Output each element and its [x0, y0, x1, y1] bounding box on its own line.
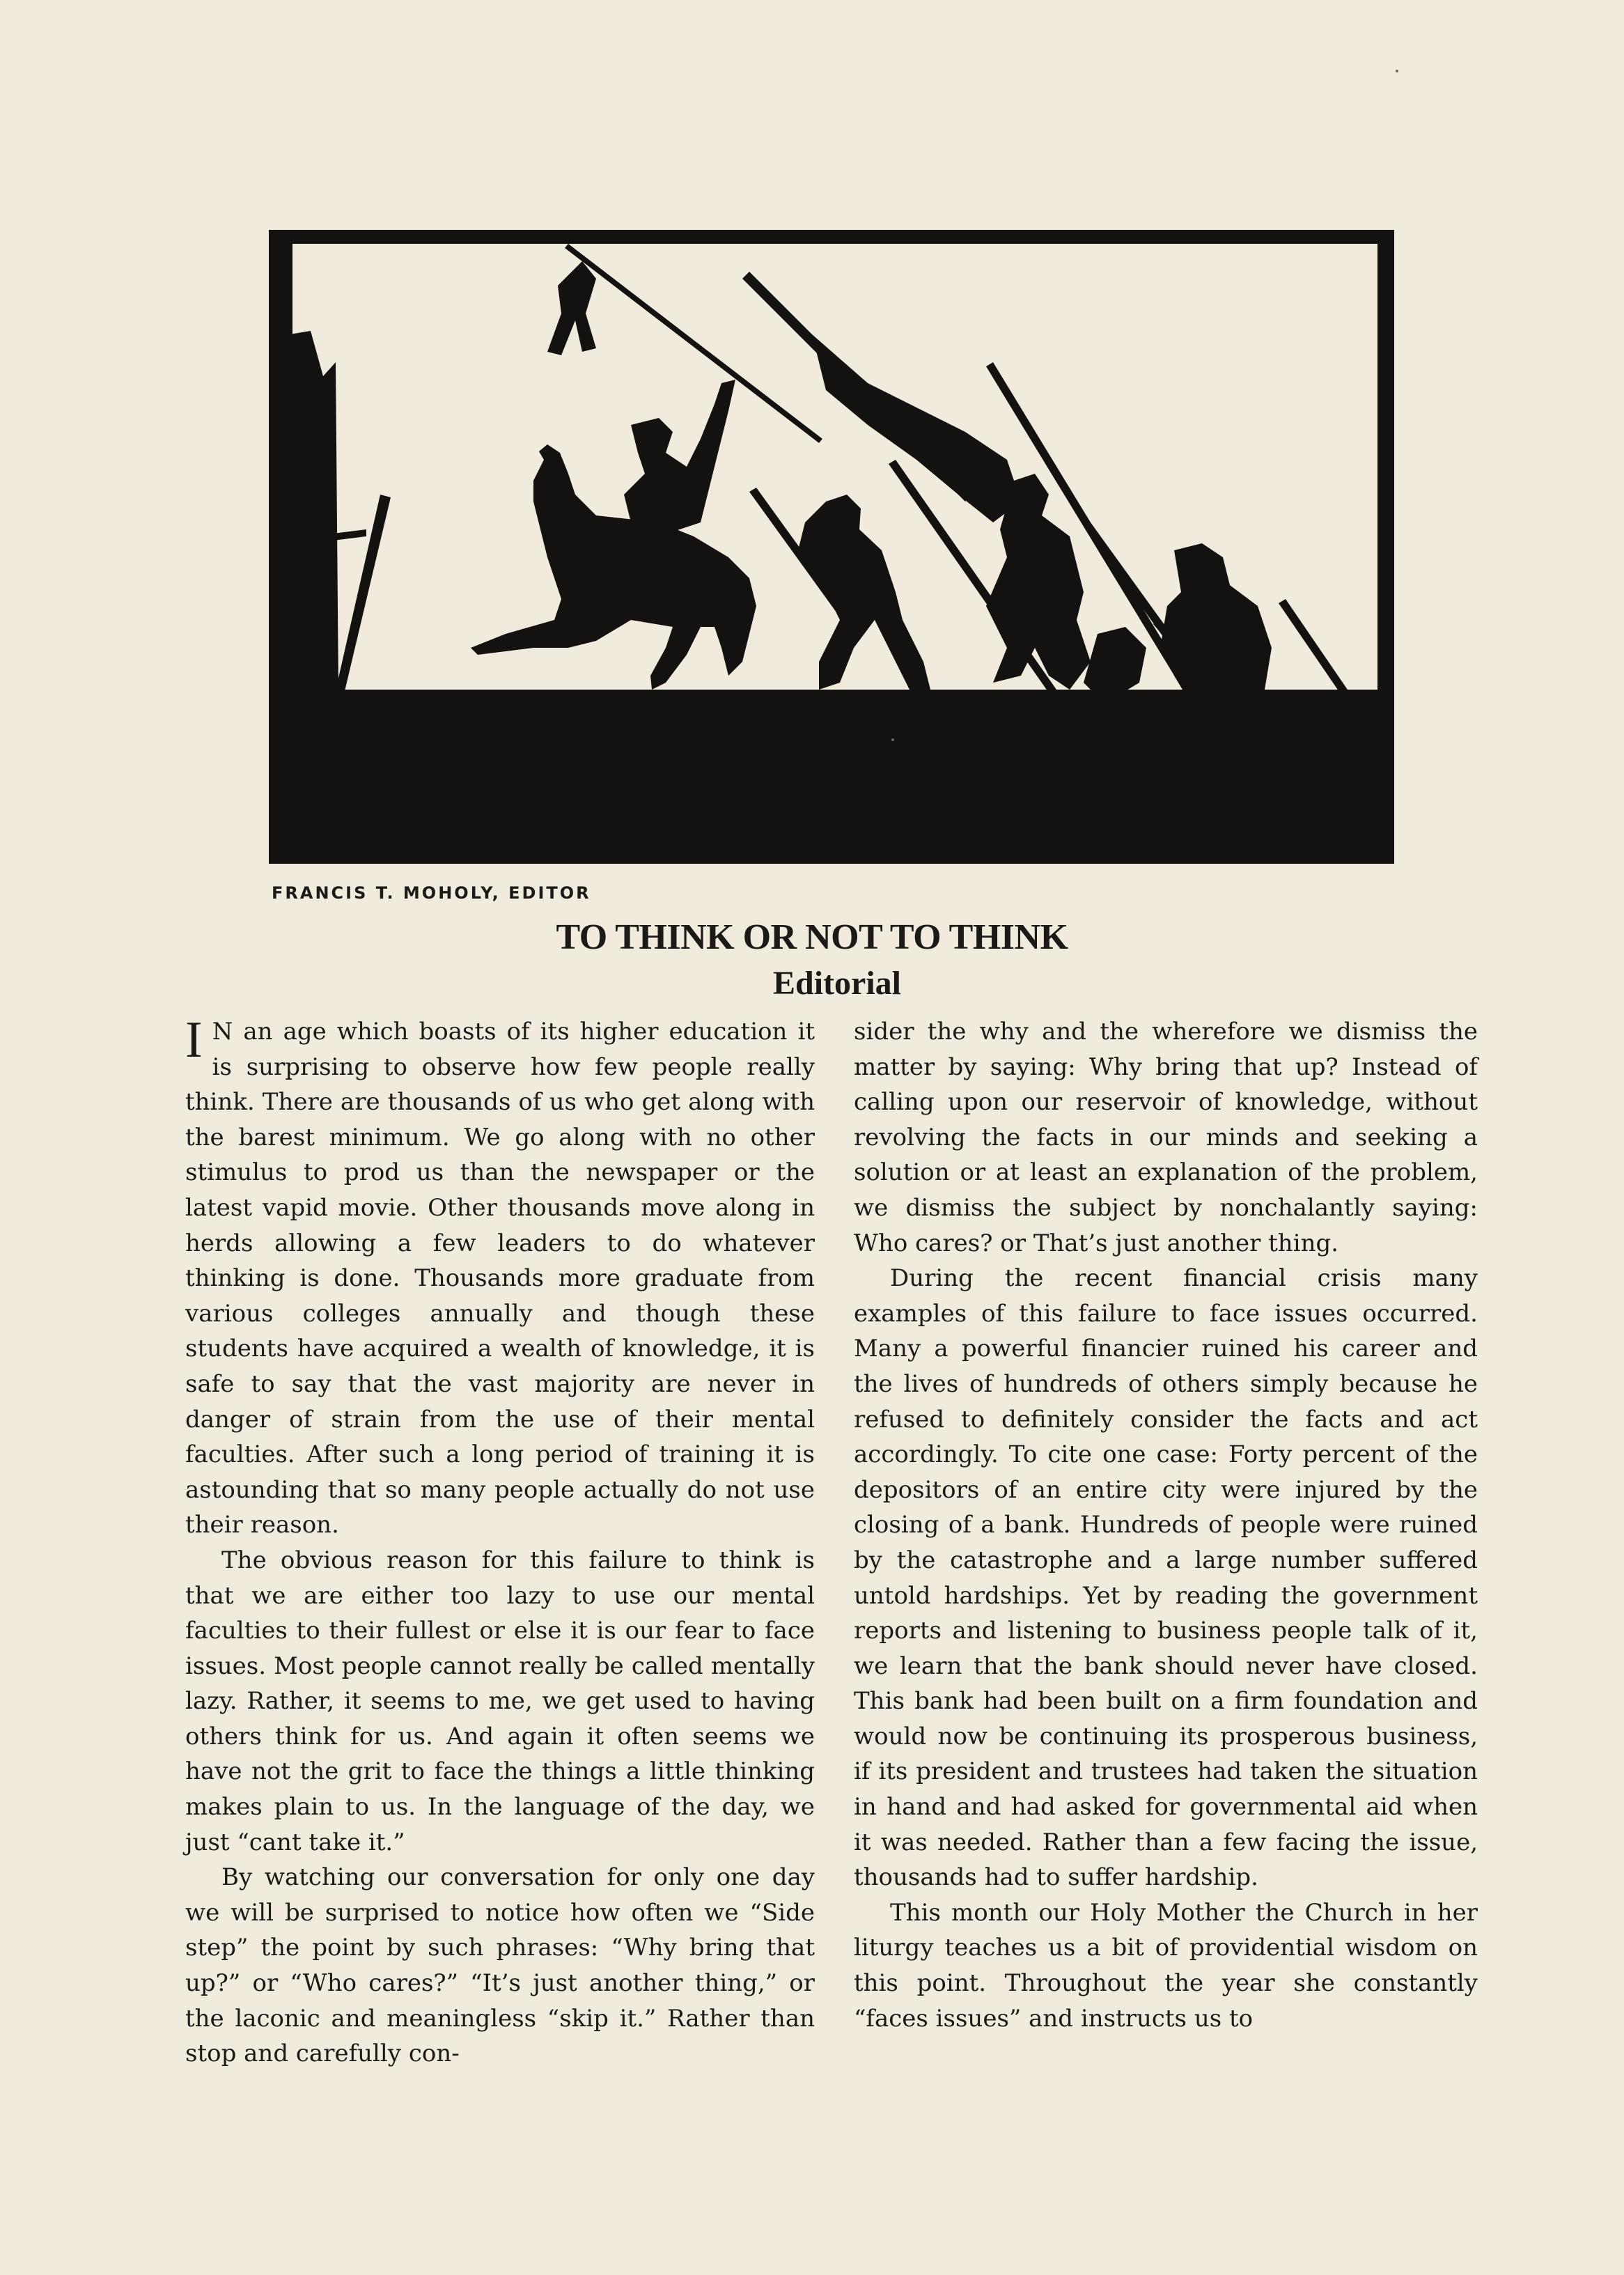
paragraph — [185, 1011, 815, 1543]
drop-cap: I — [185, 1011, 203, 1069]
paragraph: The obvious reason for this failure to think is that we are either too lazy to use our mental faculties to their fullest or else it is our fear to face issues. Most people cannot really be called mentally lazy. Rather, it seems to me, we get used to having others think for us. And again it often seems we have not the grit to face the things a little thinking makes plain to us. In the language of the day, we just “cant take it.” — [185, 1546, 815, 1856]
left-column — [185, 1011, 815, 2072]
article-title: TO THINK OR NOT TO THINK — [556, 917, 1068, 957]
silhouette-illustration — [269, 230, 1394, 864]
article-kicker: Editorial — [772, 965, 901, 1002]
paper-speck — [891, 738, 894, 741]
paragraph: This month our Holy Mother the Church in her liturgy teaches us a bit of providential wisdom on this point. Throughout the year she constantly “faces issues” and instructs us to — [854, 1898, 1478, 2033]
paragraph: During the recent financial crisis many examples of this failure to face issues occurred. Many a powerful financier ruined his career and the lives of hundreds of others simply because he refused to definitely consider the facts and act accordingly. To cite one case: Forty percent of the depositors of an entire city were injured by the closing of a bank. Hundreds of people were ruined by the catastrophe and a large number suffered untold hardships. Yet by reading the government reports and listening to business people talk of it, we learn that the bank should never have closed. This bank had been built on a firm foundation and would now be continuing its prosperous business, if its president and trustees had taken the situation in hand and had asked for governmental aid when it was needed. Rather than a few facing the issue, thousands had to suffer hardship. — [854, 1264, 1478, 1892]
paragraph: By watching our conversation for only one day we will be surprised to notice how often we “Side step” the point by such phrases: “Why bring that up?” or “Who cares?” “It’s just another thing,” or the laconic and meaningless “skip it.” Rather than stop and carefully con- — [185, 1863, 815, 2068]
editor-credit: FRANCIS T. MOHOLY, EDITOR — [272, 883, 591, 903]
paper-speck — [1396, 70, 1398, 72]
right-column — [854, 1014, 1478, 2036]
paragraph: sider the why and the wherefore we dismiss the matter by saying: Why bring that up? Instead of calling upon our reservoir of knowledge, without revolving the facts in our minds and seeking a solution or at least an explanation of the problem, we dismiss the subject by nonchalantly saying: Who cares? or That’s just another thing. — [854, 1018, 1478, 1257]
paragraph-text: N an age which boasts of its higher education it is surprising to observe how few people really think. There are thousands of us who get along with the barest minimum. We go along with no other stimulus to prod us than the newspaper or the latest vapid movie. Other thousands move along in herds allowing a few leaders to do whatever thinking is done. Thousands more graduate from various colleges annually and though these students have acquired a wealth of knowledge, it is safe to say that the vast majority are never in danger of strain from the use of their mental faculties. After such a long period of training it is astounding that so many people actually do not use their reason. — [185, 1018, 815, 1539]
